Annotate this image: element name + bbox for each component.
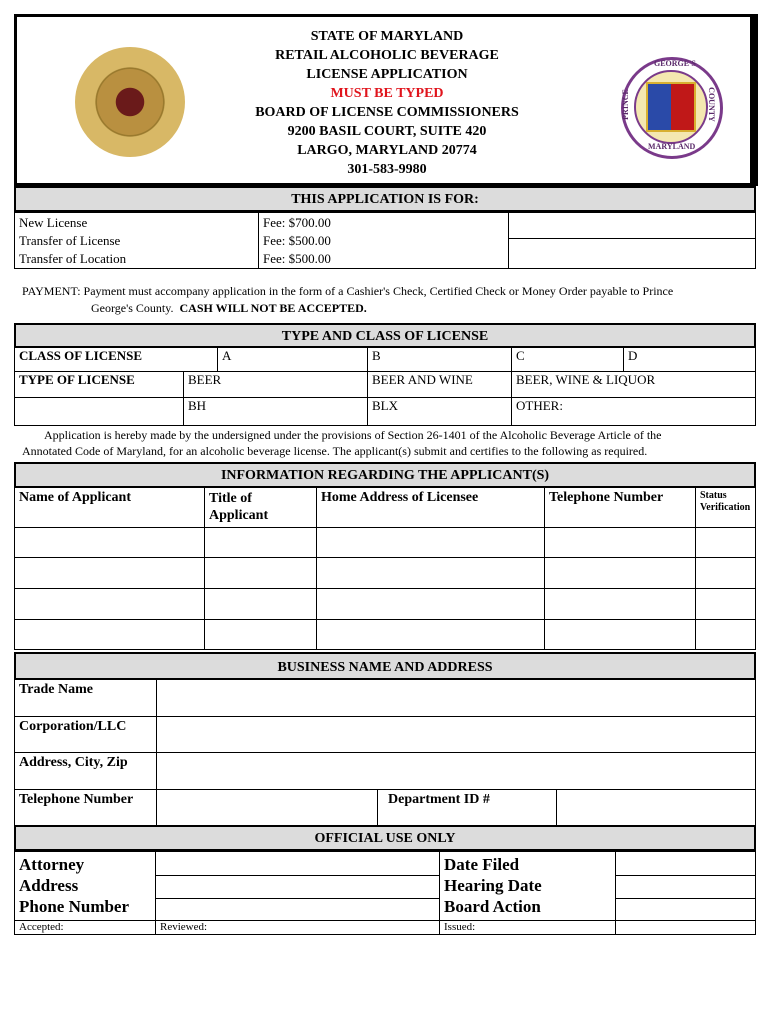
telephone-label: Telephone Number bbox=[15, 790, 157, 826]
attorney-phone-label: Phone Number bbox=[19, 897, 130, 916]
official-labels-right bbox=[440, 852, 616, 921]
accepted-label: Accepted: bbox=[15, 921, 156, 935]
form-title: RETAIL ALCOHOLIC BEVERAGE bbox=[275, 48, 499, 63]
col-phone: Telephone Number bbox=[545, 488, 696, 528]
type-beer[interactable]: BEER bbox=[184, 372, 368, 398]
cash-not-accepted: CASH WILL NOT BE ACCEPTED. bbox=[179, 301, 367, 315]
declaration-text bbox=[22, 427, 757, 459]
class-a[interactable]: A bbox=[218, 348, 368, 372]
license-types-cell bbox=[15, 213, 259, 269]
state-title: STATE OF MARYLAND bbox=[310, 29, 464, 44]
type-bh[interactable]: BH bbox=[184, 398, 368, 426]
type-blx[interactable]: BLX bbox=[368, 398, 512, 426]
table-row bbox=[15, 620, 756, 650]
reviewed-label: Reviewed: bbox=[156, 921, 440, 935]
table-row bbox=[15, 488, 756, 528]
class-d[interactable]: D bbox=[624, 348, 756, 372]
payment-notice bbox=[22, 283, 752, 317]
fee-new: Fee: $700.00 bbox=[263, 215, 331, 230]
col-title: Title of Applicant bbox=[205, 488, 317, 528]
board-action-label: Board Action bbox=[444, 897, 541, 916]
license-table bbox=[14, 347, 756, 426]
type-beer-wine-liquor[interactable]: BEER, WINE & LIQUOR bbox=[512, 372, 756, 398]
table-row bbox=[15, 558, 756, 589]
board-address: 9200 BASIL COURT, SUITE 420 bbox=[287, 124, 487, 139]
table-row bbox=[15, 680, 756, 717]
table-row bbox=[15, 852, 756, 921]
date-filed-label: Date Filed bbox=[444, 855, 520, 874]
official-fields-right[interactable] bbox=[616, 852, 756, 921]
official-header: OFFICIAL USE ONLY bbox=[14, 825, 756, 851]
col-status: Status Verification bbox=[696, 488, 756, 528]
class-b[interactable]: B bbox=[368, 348, 512, 372]
table-row bbox=[15, 528, 756, 558]
transfer-license-option[interactable]: Transfer of License bbox=[19, 233, 121, 248]
corporation-field[interactable] bbox=[157, 717, 756, 753]
trade-name-field[interactable] bbox=[157, 680, 756, 717]
type-other[interactable]: OTHER: bbox=[512, 398, 756, 426]
table-row bbox=[15, 790, 756, 826]
official-labels-left bbox=[15, 852, 156, 921]
business-table bbox=[14, 679, 756, 826]
official-table bbox=[14, 851, 756, 935]
hearing-date-label: Hearing Date bbox=[444, 876, 542, 895]
payment-text-cont: George's County. bbox=[91, 301, 174, 315]
official-fields-left[interactable] bbox=[156, 852, 440, 921]
table-row bbox=[15, 213, 756, 269]
type-beer-wine[interactable]: BEER AND WINE bbox=[368, 372, 512, 398]
table-row bbox=[15, 921, 756, 935]
declaration-line: Application is hereby made by the undersigned under the provisions of Section 26-1401 of the Alcoholic Beverage Article of the bbox=[44, 428, 662, 442]
application-for-table bbox=[14, 212, 756, 269]
declaration-line: Annotated Code of Maryland, for an alcoholic beverage license. The applicant(s) submit and certifies to the following as required. bbox=[22, 444, 648, 458]
fees-cell bbox=[259, 213, 509, 269]
department-label: Department ID # bbox=[378, 790, 557, 826]
application-for-header: THIS APPLICATION IS FOR: bbox=[14, 186, 756, 212]
transfer-location-option[interactable]: Transfer of Location bbox=[19, 251, 127, 266]
table-row bbox=[15, 717, 756, 753]
header-title-block bbox=[167, 27, 607, 179]
fee-transfer-license: Fee: $500.00 bbox=[263, 233, 331, 248]
table-row bbox=[15, 753, 756, 790]
issued-label: Issued: bbox=[440, 921, 616, 935]
payment-text: Payment must accompany application in the form of a Cashier's Check, Certified Check or Money Order payable to Prince bbox=[83, 284, 674, 298]
fee-transfer-location: Fee: $500.00 bbox=[263, 251, 331, 266]
license-type-header: TYPE AND CLASS OF LICENSE bbox=[14, 323, 756, 348]
applicants-table bbox=[14, 487, 756, 650]
payment-label: PAYMENT: bbox=[22, 284, 81, 298]
board-name: BOARD OF LICENSE COMMISSIONERS bbox=[255, 105, 519, 120]
attorney-address-label: Address bbox=[19, 876, 79, 895]
class-c[interactable]: C bbox=[512, 348, 624, 372]
corporation-label: Corporation/LLC bbox=[15, 717, 157, 753]
new-license-option[interactable]: New License bbox=[19, 215, 88, 230]
board-phone: 301-583-9980 bbox=[347, 162, 427, 177]
empty-cell bbox=[15, 398, 184, 426]
table-row bbox=[15, 372, 756, 398]
type-label: TYPE OF LICENSE bbox=[15, 372, 184, 398]
issued-field[interactable] bbox=[616, 921, 756, 935]
col-address: Home Address of Licensee bbox=[317, 488, 545, 528]
department-field[interactable] bbox=[557, 790, 756, 826]
form-header bbox=[14, 14, 758, 186]
board-city: LARGO, MARYLAND 20774 bbox=[297, 143, 477, 158]
address-label: Address, City, Zip bbox=[15, 753, 157, 790]
class-label: CLASS OF LICENSE bbox=[15, 348, 218, 372]
table-row bbox=[15, 348, 756, 372]
form-subtitle: LICENSE APPLICATION bbox=[306, 67, 468, 82]
table-row bbox=[15, 398, 756, 426]
attorney-label: Attorney bbox=[19, 855, 85, 874]
col-name: Name of Applicant bbox=[15, 488, 205, 528]
trade-name-label: Trade Name bbox=[15, 680, 157, 717]
address-field[interactable] bbox=[157, 753, 756, 790]
selection-cell[interactable] bbox=[509, 213, 756, 269]
business-header: BUSINESS NAME AND ADDRESS bbox=[14, 652, 756, 680]
prince-georges-county-seal-icon: GEORGE'S PRINCE COUNTY MARYLAND bbox=[621, 57, 723, 159]
must-be-typed-notice: MUST BE TYPED bbox=[330, 86, 444, 101]
header-shadow bbox=[750, 14, 758, 186]
telephone-field[interactable] bbox=[157, 790, 378, 826]
table-row bbox=[15, 589, 756, 620]
applicants-header: INFORMATION REGARDING THE APPLICANT(S) bbox=[14, 462, 756, 488]
